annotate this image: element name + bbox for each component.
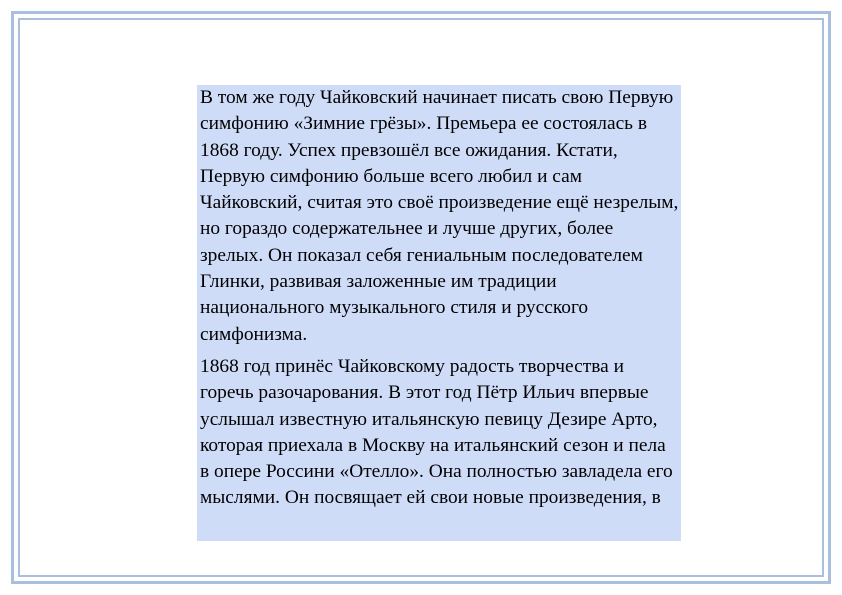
text-block xyxy=(197,85,681,541)
paragraph-2: 1868 год принёс Чайковскому радость творчества и горечь разочарования. В этот год Пётр Ильич впервые услышал известную итальянскую певицу Дезире Арто, которая приехала в Москву на итальянский сезон и пела в опере Россини «Отелло». Она полностью завладела его мыслями. Он посвящает ей свои новые произведения, в xyxy=(200,355,673,509)
paragraph-1: В том же году Чайковский начинает писать свою Первую симфонию «Зимние грёзы». Премьера ее состоялась в 1868 году. Успех превзошёл все ожидания. Кстати, Первую симфонию больше всего любил и сам Чайковский, считая это своё произведение ещё незрелым, но гораздо содержательнее и лучше других, более зрелых. Он показал себя гениальным последователем Глинки, развивая заложенные им традиции национального музыкального стиля и русского симфонизма. xyxy=(200,87,679,345)
